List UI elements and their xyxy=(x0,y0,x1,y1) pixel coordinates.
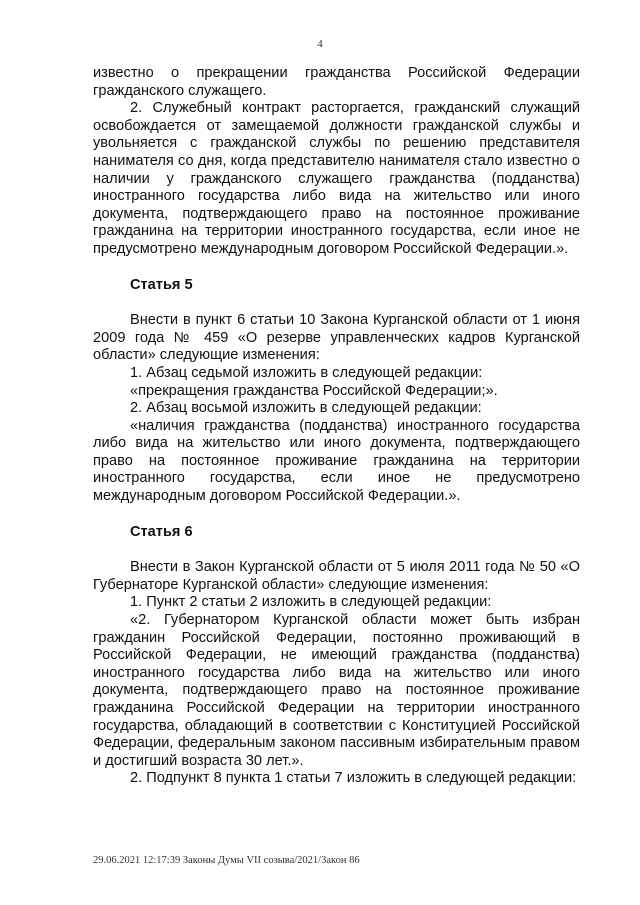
article-heading-6: Статья 6 xyxy=(130,523,193,540)
spacer xyxy=(93,294,580,312)
paragraph: Внести в пункт 6 статьи 10 Закона Курганской области от 1 июня 2009 года № 459 «О резерве управленческих кадров Курганской области» следующие изменения: xyxy=(93,312,580,364)
paragraph: 1. Абзац седьмой изложить в следующей редакции: xyxy=(130,364,483,381)
paragraph: 2. Подпункт 8 пункта 1 статьи 7 изложить в следующей редакции: xyxy=(130,770,577,787)
document-footer: 29.06.2021 12:17:39 Законы Думы VII созыва/2021/Закон 86 xyxy=(93,855,360,866)
paragraph: 1. Пункт 2 статьи 2 изложить в следующей редакции: xyxy=(130,594,492,611)
paragraph: «2. Губернатором Курганской области может быть избран гражданин Российской Федерации, постоянно проживающий в Российской Федерации, не имеющий гражданства (подданства) иностранного государства либо вида на жительство или иного документа, подтверждающего право на постоянное проживание гражданина Российской Федерации на территории иностранного государства, обладающий в соответствии с Конституцией Российской Федерации, федеральным законом пассивным избирательным правом и достигший возраста 30 лет.». xyxy=(93,612,580,769)
page-number: 4 xyxy=(317,38,323,50)
article-heading-5: Статья 5 xyxy=(130,276,193,293)
paragraph: «наличия гражданства (подданства) иностранного государства либо вида на жительство или иного документа, подтверждающего право на постоянное проживание гражданина на территории иностранного государства, если иное не предусмотрено международным договором Российской Федерации.». xyxy=(93,417,580,505)
paragraph: Внести в Закон Курганской области от 5 июля 2011 года № 50 «О Губернаторе Курганской области» следующие изменения: xyxy=(93,559,580,593)
paragraph: известно о прекращении гражданства Российской Федерации гражданского служащего. xyxy=(93,65,580,99)
spacer xyxy=(93,506,580,524)
spacer xyxy=(93,259,580,277)
paragraph: «прекращения гражданства Российской Федерации;». xyxy=(130,382,498,399)
spacer xyxy=(93,541,580,559)
paragraph: 2. Служебный контракт расторгается, гражданский служащий освобождается от замещаемой должности гражданской службы и увольняется с гражданской службы по решению представителя нанимателя со дня, когда представителю нанимателя стало известно о наличии у гражданского служащего гражданства (подданства) иностранного государства либо вида на жительство или иного документа, подтверждающего право на постоянное проживание гражданина на территории иностранного государства, если иное не предусмотрено международным договором Российской Федерации.». xyxy=(93,100,580,257)
document-body xyxy=(93,65,580,788)
paragraph: 2. Абзац восьмой изложить в следующей редакции: xyxy=(130,400,482,417)
